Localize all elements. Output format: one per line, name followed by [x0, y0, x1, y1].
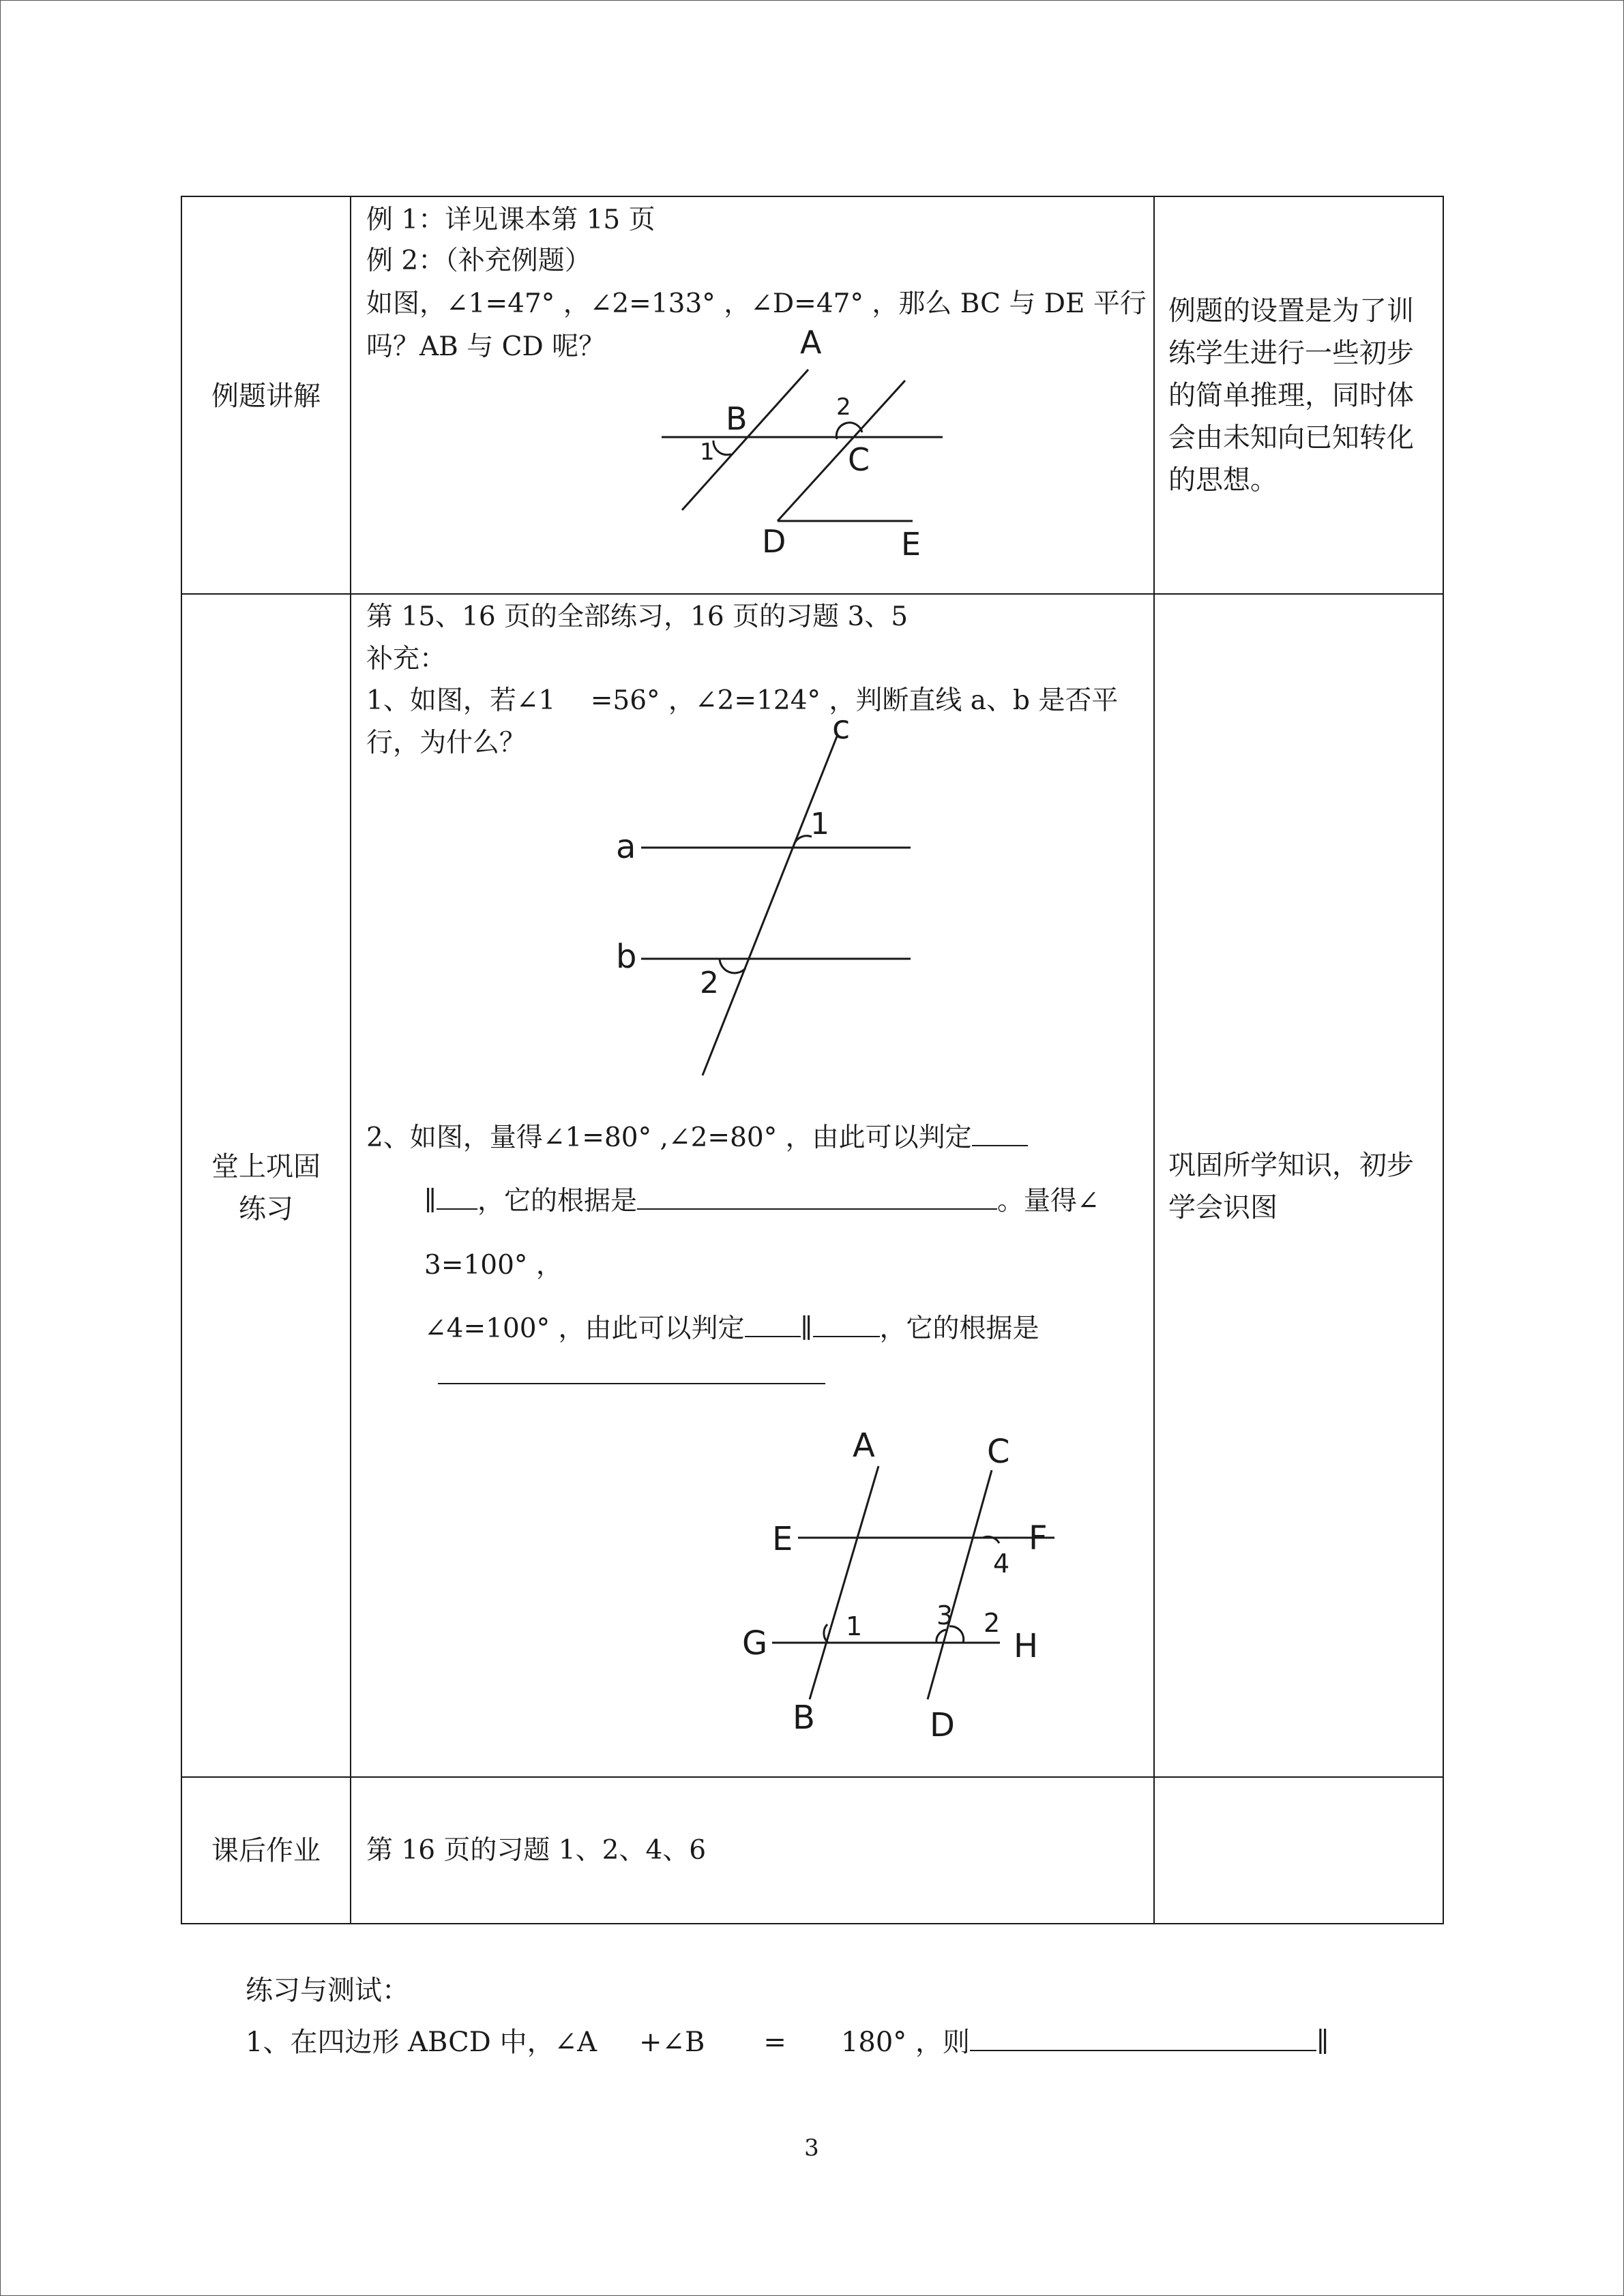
answer-blank[interactable]: [745, 1309, 801, 1337]
question-2-text: 2、如图，量得∠1=80° ,∠2=80° ，由此可以判定: [366, 1122, 972, 1153]
angle-1-label: 1: [700, 438, 715, 466]
line-b-label: b: [616, 938, 637, 976]
example-figure: [655, 324, 955, 566]
example-line-3: 如图，∠1=47° ，∠2=133° ，∠D=47° ，那么 BC 与 DE 平行: [366, 288, 1147, 319]
answer-blank[interactable]: [813, 1309, 880, 1337]
angle-1-label: 1: [846, 1611, 863, 1641]
parallel-symbol: ∥: [1316, 2027, 1329, 2058]
answer-blank[interactable]: [970, 2023, 1316, 2051]
row-label-example: 例题讲解: [211, 381, 321, 412]
example-note-4: 会由未知向已知转化: [1168, 422, 1414, 453]
question-2-line-2: [424, 1180, 1099, 1223]
row-label-practice-1: 堂上巩固: [211, 1151, 321, 1182]
row-label-practice-2: 练习: [239, 1193, 293, 1225]
point-g-label: G: [742, 1624, 768, 1663]
practice-line-3: 1、如图，若∠1 =56° ，∠2=124° ，判断直线 a、b 是否平: [366, 685, 1119, 716]
example-note-1: 例题的设置是为了训: [1168, 295, 1414, 327]
point-b-label: B: [726, 400, 748, 437]
example-note-2: 练学生进行一些初步: [1168, 338, 1414, 369]
table-left-border: [181, 196, 182, 1924]
page-number: 3: [804, 2134, 819, 2162]
example-line-2: 例 2：（补充例题）: [366, 245, 591, 276]
question-1-text: 1、在四边形 ABCD 中，∠A: [246, 2027, 597, 2058]
question-1-equals: =: [763, 2027, 786, 2058]
question-2-line-4: [424, 1308, 1039, 1350]
question-2-measure-text: 。量得∠: [997, 1186, 1099, 1217]
angle-1-label: 1: [810, 807, 829, 841]
row-label-homework: 课后作业: [211, 1835, 321, 1866]
homework-text: 第 16 页的习题 1、2、4、6: [366, 1835, 707, 1866]
example-note-3: 的简单推理，同时体: [1168, 380, 1414, 411]
table-column-divider: [1153, 196, 1155, 1924]
angle-2-label: 2: [700, 966, 719, 1000]
point-a-label: A: [800, 324, 822, 361]
point-e-label: E: [772, 1520, 793, 1558]
practice-line-1: 第 15、16 页的全部练习，16 页的习题 3、5: [366, 601, 909, 632]
point-c-label: C: [848, 441, 870, 478]
parallel-symbol: ∥: [800, 1313, 813, 1344]
table-top-border: [181, 196, 1444, 197]
table-bottom-border: [181, 1923, 1444, 1924]
example-line-4: 吗？AB 与 CD 呢？: [366, 331, 606, 362]
question-2-angle-4-text: ∠4=100° ，由此可以判定: [424, 1313, 745, 1344]
answer-blank[interactable]: [972, 1118, 1028, 1146]
practice-note-1: 巩固所学知识，初步: [1168, 1150, 1414, 1181]
angle-3-label: 3: [936, 1600, 954, 1630]
point-h-label: H: [1014, 1627, 1039, 1665]
parallel-symbol: ∥: [424, 1186, 437, 1217]
parallelogram-figure: [730, 1418, 1098, 1753]
question-1-angle-b: +∠B: [638, 2027, 705, 2058]
point-c-label: C: [987, 1433, 1010, 1471]
point-d-label: D: [762, 523, 786, 560]
point-f-label: F: [1029, 1519, 1048, 1557]
question-2-reason-label: ，它的根据是: [879, 1313, 1039, 1344]
question-1-value: 180° ，则: [840, 2027, 970, 2058]
table-row-divider: [181, 593, 1444, 595]
point-b-label: B: [793, 1699, 815, 1737]
line-c-label: c: [832, 709, 851, 747]
practice-test-heading: 练习与测试：: [246, 1975, 409, 2006]
point-e-label: E: [901, 526, 921, 563]
angle-2-label: 2: [984, 1608, 1001, 1638]
practice-line-4: 行，为什么？: [366, 728, 527, 758]
question-2-line-3: 3=100° ，: [424, 1250, 563, 1281]
answer-blank[interactable]: [438, 1382, 825, 1384]
practice-line-2: 补充：: [366, 644, 447, 674]
question-2-reason-label: ，它的根据是: [477, 1186, 638, 1217]
example-line-1: 例 1：详见课本第 15 页: [366, 205, 655, 235]
table-column-divider: [350, 196, 351, 1924]
footer-question-1: [246, 2021, 1329, 2063]
table-row-divider: [181, 1776, 1444, 1778]
angle-2-label: 2: [836, 393, 851, 421]
answer-blank[interactable]: [437, 1181, 477, 1210]
point-a-label: A: [853, 1427, 875, 1465]
example-note-5: 的思想。: [1168, 464, 1278, 496]
question-2-line-1: [366, 1117, 1028, 1159]
parallel-lines-figure: [610, 709, 924, 1084]
line-a-label: a: [616, 828, 636, 866]
answer-blank[interactable]: [637, 1181, 997, 1210]
practice-note-2: 学会识图: [1168, 1192, 1278, 1223]
table-right-border: [1443, 196, 1444, 1924]
angle-4-label: 4: [993, 1549, 1010, 1579]
point-d-label: D: [930, 1706, 955, 1744]
